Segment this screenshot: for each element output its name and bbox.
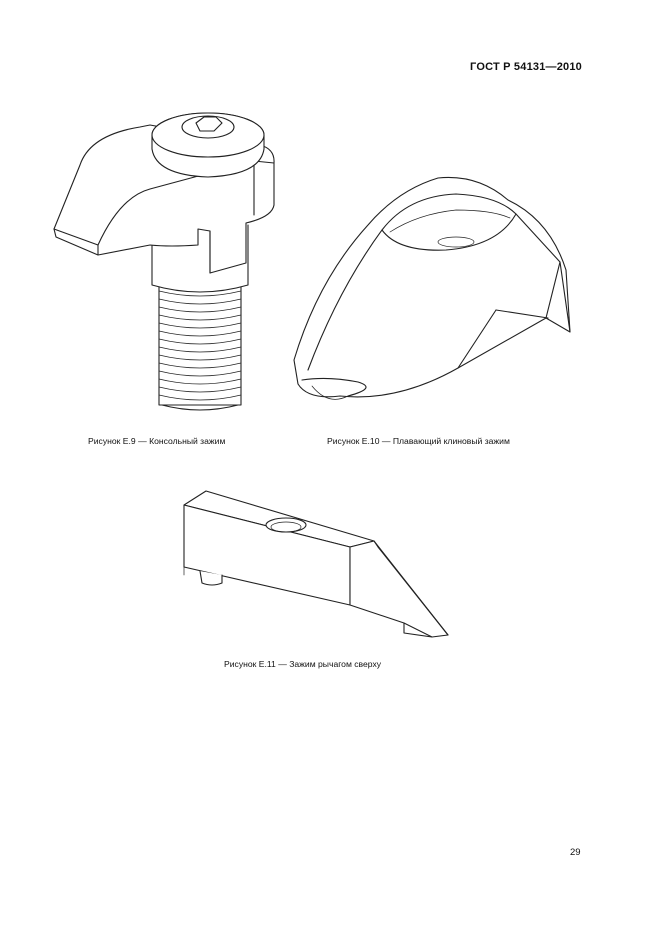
standard-header: ГОСТ Р 54131—2010 <box>470 61 582 73</box>
page-number: 29 <box>570 847 581 858</box>
figure-e9-cantilever-clamp <box>50 105 290 425</box>
figure-e11-top-lever-clamp <box>178 485 458 650</box>
figure-e9-caption: Рисунок Е.9 — Консольный зажим <box>88 436 226 446</box>
figure-e10-floating-wedge-clamp <box>288 170 578 420</box>
figure-e11-caption: Рисунок Е.11 — Зажим рычагом сверху <box>224 659 382 669</box>
figure-e10-caption: Рисунок Е.10 — Плавающий клиновый зажим <box>327 436 510 446</box>
bolt-thread <box>159 285 241 410</box>
